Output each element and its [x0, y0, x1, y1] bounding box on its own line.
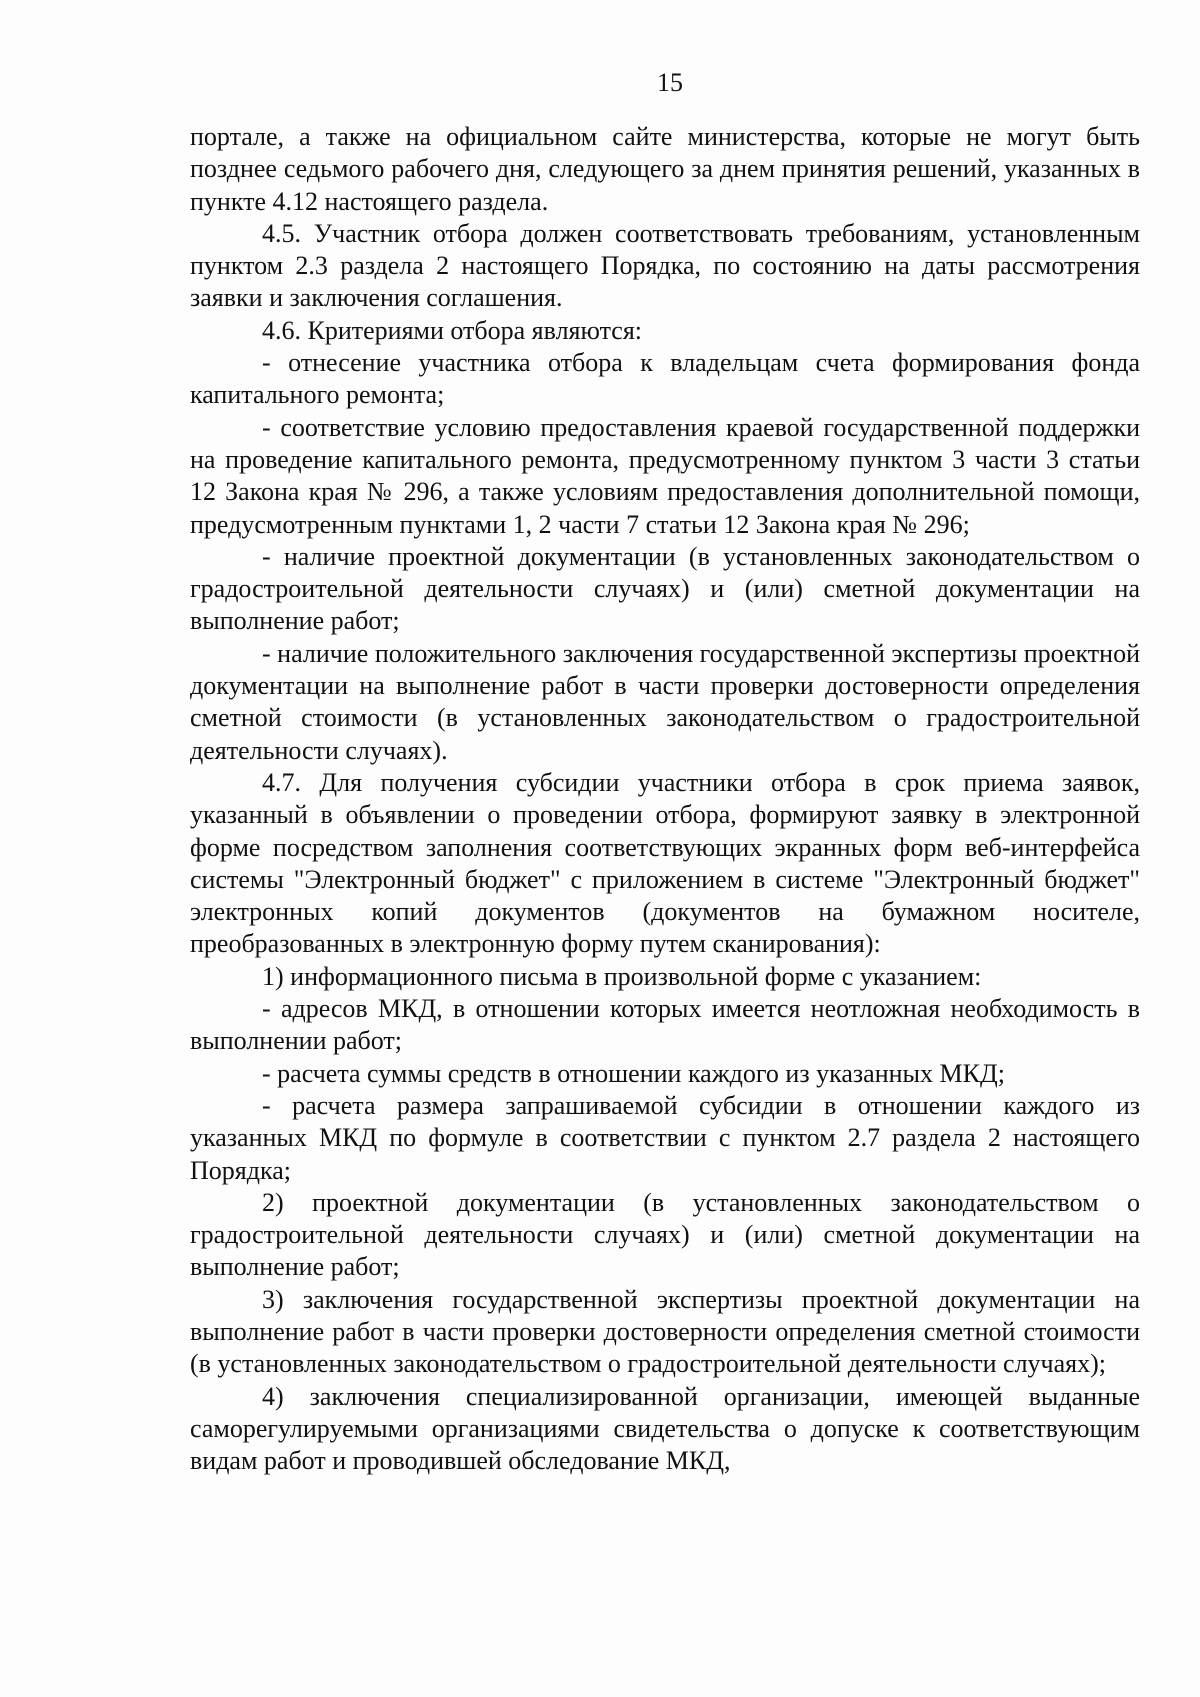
list-item-document-3: 3) заключения государственной экспертизы проектной документации на выполнение работ в части проверки достоверности определения сметной стоимости (в установленных законодательством о градостроительной деятельности случаях); — [190, 1284, 1140, 1379]
paragraph-4-6: 4.6. Критериями отбора являются: — [262, 315, 642, 345]
page-number: 15 — [657, 68, 683, 97]
list-item-document-1: 1) информационного письма в произвольной форме с указанием: — [262, 961, 982, 991]
paragraph-4-7: 4.7. Для получения субсидии участники отбора в срок приема заявок, указанный в объявлении о проведении отбора, формируют заявку в электронной форме посредством заполнения соответствующих экранных форм веб-интерфейса системы "Электронный бюджет" с приложением в системе "Электронный бюджет" электронных копий документов (документов на бумажном носителе, преобразованных в электронную форму путем сканирования): — [190, 767, 1140, 959]
list-item-criterion-2: - соответствие условию предоставления краевой государственной поддержки на проведение капитального ремонта, предусмотренному пунктом 3 части 3 статьи 12 Закона края № 296, а также условиям предоставления дополнительной помощи, предусмотренным пунктами 1, 2 части 7 статьи 12 Закона края № 296; — [190, 412, 1140, 539]
paragraph-continuation: портале, а также на официальном сайте министерства, которые не могут быть позднее седьмого рабочего дня, следующего за днем принятия решений, указанных в пункте 4.12 настоящего раздела. — [190, 122, 1140, 216]
paragraph-4-5: 4.5. Участник отбора должен соответствовать требованиям, установленным пунктом 2.3 раздела 2 настоящего Порядка, по состоянию на даты рассмотрения заявки и заключения соглашения. — [190, 218, 1140, 313]
sub-item-funds-calculation: - расчета суммы средств в отношении каждого из указанных МКД; — [262, 1058, 1005, 1088]
list-item-criterion-3: - наличие проектной документации (в установленных законодательством о градостроительной деятельности случаях) и (или) сметной документации на выполнение работ; — [190, 541, 1140, 636]
document-body — [190, 121, 1140, 1477]
list-item-criterion-1: - отнесение участника отбора к владельцам счета формирования фонда капитального ремонта; — [190, 348, 1140, 410]
list-item-document-2: 2) проектной документации (в установленных законодательством о градостроительной деятельности случаях) и (или) сметной документации на выполнение работ; — [190, 1187, 1140, 1282]
sub-item-subsidy-calculation: - расчета размера запрашиваемой субсидии в отношении каждого из указанных МКД по формуле в соответствии с пунктом 2.7 раздела 2 настоящего Порядка; — [190, 1090, 1140, 1185]
sub-item-addresses: - адресов МКД, в отношении которых имеется неотложная необходимость в выполнении работ; — [190, 994, 1140, 1056]
list-item-document-4: 4) заключения специализированной организации, имеющей выданные саморегулируемыми организациями свидетельства о допуске к соответствующим видам работ и проводившей обследование МКД, — [190, 1381, 1140, 1476]
list-item-criterion-4: - наличие положительного заключения государственной экспертизы проектной документации на выполнение работ в части проверки достоверности определения сметной стоимости (в установленных законодательством о градостроительной деятельности случаях). — [190, 638, 1140, 765]
